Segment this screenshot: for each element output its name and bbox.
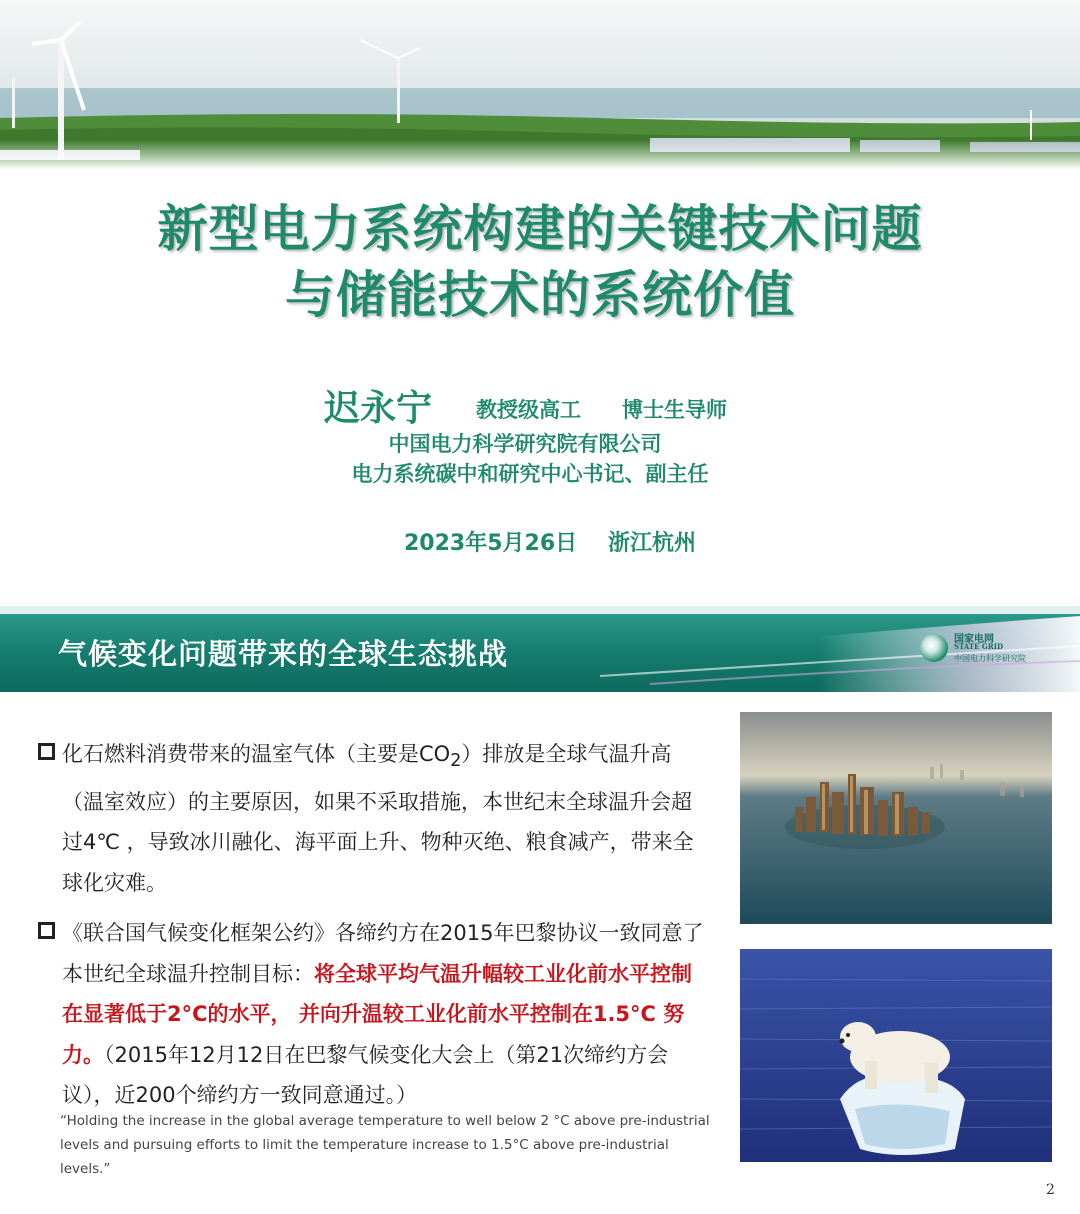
- page-number: 2: [1046, 1182, 1055, 1198]
- author-title-supervisor: 博士生导师: [622, 398, 727, 422]
- checkbox-bullet-icon: [38, 922, 55, 939]
- slide-header: [0, 606, 1080, 692]
- bullet-item-2: [36, 913, 708, 1116]
- title-slide: [0, 0, 1080, 600]
- bullet1-subscript: 2: [450, 751, 462, 772]
- bullet2-emphasis: 将全球平均气温升幅较工业化前水平控制在显著低于2°C的水平， 并向升温较工业化前水平控制在1.5°C 努力。: [62, 961, 692, 1067]
- bullet1-text-a: 化石燃料消费带来的温室气体（主要是CO: [62, 742, 451, 766]
- wind-farm-banner: [0, 0, 1080, 170]
- logo-english-name: STATE GRID: [954, 642, 1004, 651]
- polar-bear-image: [740, 949, 1052, 1162]
- state-grid-logo-icon: [920, 628, 1070, 672]
- checkbox-bullet-icon: [38, 743, 55, 760]
- logo-institute-name: 中国电力科学研究院: [954, 654, 1026, 663]
- paris-agreement-quote: “Holding the increase in the global average temperature to well below 2 °C above pre-industrial levels and pursuing efforts to limit the temperature increase to 1.5°C above pre-industrial levels.”: [60, 1113, 710, 1177]
- flooded-city-image: [740, 712, 1052, 924]
- header-title: 气候变化问题带来的全球生态挑战: [58, 637, 509, 671]
- date-place-row: [0, 526, 1080, 556]
- title-line-1: 新型电力系统构建的关键技术问题: [157, 200, 923, 258]
- bullet-item-1: [36, 734, 708, 903]
- affiliation-company: 中国电力科学研究院有限公司: [388, 432, 662, 456]
- affiliation-position: 电力系统碳中和研究中心书记、副主任: [351, 462, 709, 486]
- author-title-professor: 教授级高工: [476, 398, 581, 422]
- bullet2-text-a: 《联合国气候变化框架公约》各缔约方在2015年巴黎协议一致同意了本世纪全球温升控制目标：: [62, 921, 704, 986]
- author-name: 迟永宁: [324, 388, 433, 429]
- author-row: [0, 380, 1080, 430]
- title-line-2: 与储能技术的系统价值: [285, 266, 795, 324]
- slide-title: [0, 196, 1080, 328]
- logo-chinese-name: 国家电网: [954, 634, 994, 645]
- climate-slide: [0, 606, 1080, 1214]
- bullet1-text-b: ）排放是全球气温升高（温室效应）的主要原因，如果不采取措施，本世纪末全球温升会超过4℃ ，导致冰川融化、海平面上升、物种灭绝、粮食减产，带来全球化灾难。: [62, 742, 694, 895]
- presentation-place: 浙江杭州: [608, 531, 697, 556]
- bullet2-text-b: （2015年12月12日在巴黎气候变化大会上（第21次缔约方会议），近200个缔约方一致同意通过。）: [62, 1042, 669, 1108]
- bullet-list: [36, 734, 708, 1126]
- presentation-date: 2023年5月26日: [404, 531, 578, 556]
- logo-globe: [920, 634, 948, 662]
